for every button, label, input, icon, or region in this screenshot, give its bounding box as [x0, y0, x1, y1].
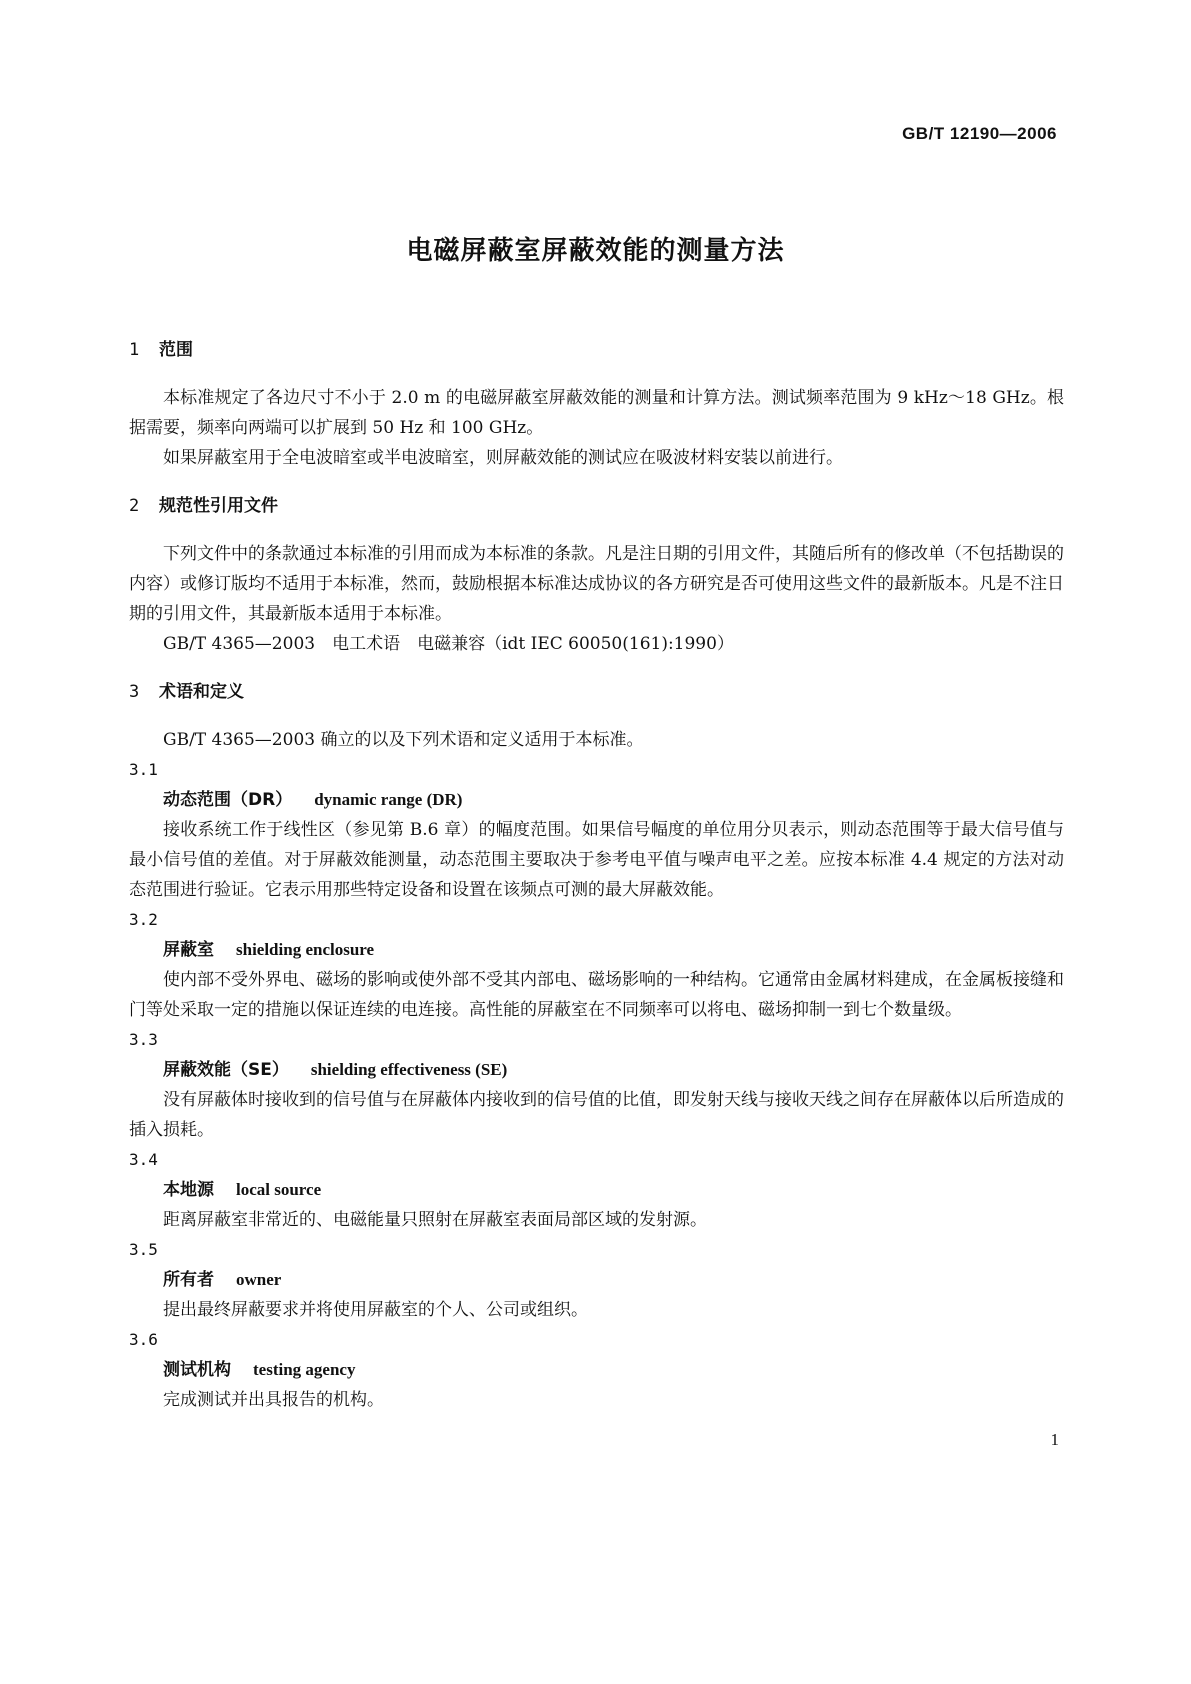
- term-heading: [129, 1175, 1064, 1205]
- normative-reference: GB/T 4365—2003 电工术语 电磁兼容（idt IEC 60050(161):1990）: [163, 634, 734, 654]
- term-en: local source: [236, 1180, 322, 1199]
- term-number: 3.4: [129, 1150, 158, 1169]
- term-number: 3.1: [129, 760, 158, 779]
- section-title: 术语和定义: [159, 682, 244, 702]
- section-number: 3: [129, 682, 140, 702]
- paragraph: 下列文件中的条款通过本标准的引用而成为本标准的条款。凡是注日期的引用文件，其随后所有的修改单（不包括勘误的内容）或修订版均不适用于本标准，然而，鼓励根据本标准达成协议的各方研究是否可使用这些文件的最新版本。凡是不注日期的引用文件，其最新版本适用于本标准。: [129, 544, 1064, 624]
- term-heading: [129, 935, 1064, 965]
- term-zh: 动态范围（DR）: [163, 790, 293, 810]
- term-heading: [129, 1055, 1064, 1085]
- term-en: testing agency: [253, 1360, 356, 1379]
- term-en: owner: [236, 1270, 282, 1289]
- document-title: 电磁屏蔽室屏蔽效能的测量方法: [406, 236, 785, 266]
- section-1-heading: [129, 335, 1064, 365]
- paragraph: 本标准规定了各边尺寸不小于 2.0 m 的电磁屏蔽室屏蔽效能的测量和计算方法。测试频率范围为 9 kHz～18 GHz。根据需要，频率向两端可以扩展到 50 Hz 和 100 GHz。: [129, 388, 1064, 438]
- term-zh: 所有者: [163, 1270, 214, 1290]
- term-definition: 提出最终屏蔽要求并将使用屏蔽室的个人、公司或组织。: [163, 1300, 588, 1320]
- term-zh: 测试机构: [163, 1360, 231, 1380]
- section-3-heading: [129, 677, 1064, 707]
- term-number: 3.6: [129, 1330, 158, 1349]
- term-en: shielding enclosure: [236, 940, 375, 959]
- term-definition: 没有屏蔽体时接收到的信号值与在屏蔽体内接收到的信号值的比值，即发射天线与接收天线之间存在屏蔽体以后所造成的插入损耗。: [129, 1090, 1064, 1140]
- term-number: 3.3: [129, 1030, 158, 1049]
- section-number: 1: [129, 340, 140, 360]
- paragraph: GB/T 4365—2003 确立的以及下列术语和定义适用于本标准。: [163, 730, 644, 750]
- paragraph: 如果屏蔽室用于全电波暗室或半电波暗室，则屏蔽效能的测试应在吸波材料安装以前进行。: [163, 448, 843, 468]
- page-number: 1: [1050, 1430, 1059, 1449]
- term-definition: 接收系统工作于线性区（参见第 B.6 章）的幅度范围。如果信号幅度的单位用分贝表示，则动态范围等于最大信号值与最小信号值的差值。对于屏蔽效能测量，动态范围主要取决于参考电平值与噪声电平之差。应按本标准 4.4 规定的方法对动态范围进行验证。它表示用那些特定设备和设置在该频点可测的最大屏蔽效能。: [129, 820, 1064, 900]
- term-zh: 屏蔽效能（SE）: [163, 1060, 289, 1080]
- term-definition: 使内部不受外界电、磁场的影响或使外部不受其内部电、磁场影响的一种结构。它通常由金属材料建成，在金属板接缝和门等处采取一定的措施以保证连续的电连接。高性能的屏蔽室在不同频率可以将电、磁场抑制一到七个数量级。: [129, 970, 1064, 1020]
- term-zh: 本地源: [163, 1180, 214, 1200]
- term-zh: 屏蔽室: [163, 940, 214, 960]
- term-number: 3.2: [129, 910, 158, 929]
- section-title: 规范性引用文件: [159, 496, 278, 516]
- term-heading: [129, 785, 1064, 815]
- term-heading: [129, 1265, 1064, 1295]
- section-title: 范围: [159, 340, 193, 360]
- section-2-heading: [129, 491, 1064, 521]
- section-number: 2: [129, 496, 140, 516]
- term-en: dynamic range (DR): [314, 790, 463, 809]
- term-number: 3.5: [129, 1240, 158, 1259]
- term-en: shielding effectiveness (SE): [310, 1060, 508, 1079]
- document-body: [129, 335, 1064, 1415]
- term-heading: [129, 1355, 1064, 1385]
- term-definition: 完成测试并出具报告的机构。: [163, 1390, 384, 1410]
- standard-number: GB/T 12190—2006: [902, 124, 1057, 143]
- term-definition: 距离屏蔽室非常近的、电磁能量只照射在屏蔽室表面局部区域的发射源。: [163, 1210, 707, 1230]
